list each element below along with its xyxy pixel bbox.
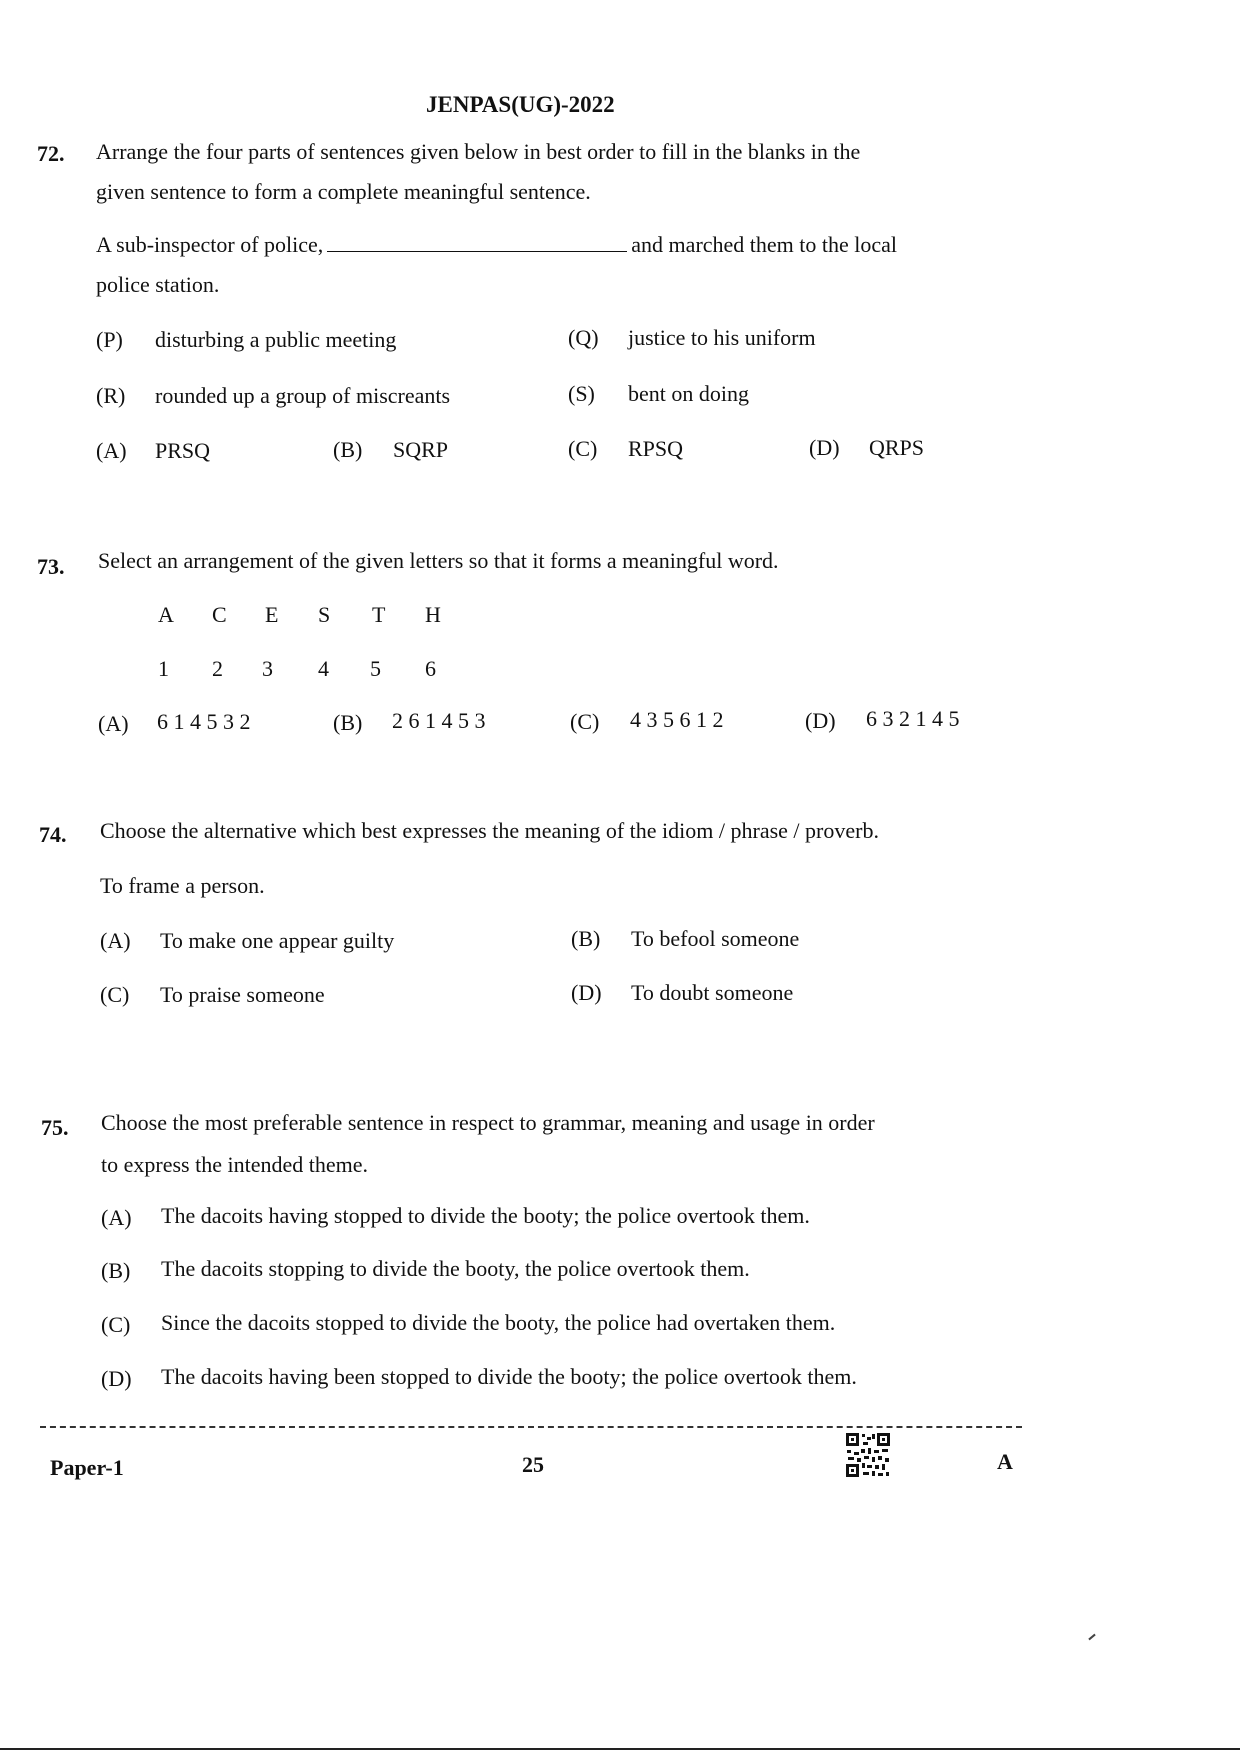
option-text: To befool someone bbox=[631, 926, 800, 951]
question-text: to express the intended theme. bbox=[101, 1152, 368, 1177]
letter-index: 1 bbox=[158, 656, 169, 681]
option-text: To praise someone bbox=[160, 982, 325, 1007]
pen-mark bbox=[1088, 1634, 1095, 1641]
option-text: 6 1 4 5 3 2 bbox=[157, 709, 251, 734]
option-text: The dacoits having stopped to divide the booty; the police overtook them. bbox=[161, 1203, 810, 1228]
option-text: 6 3 2 1 4 5 bbox=[866, 706, 960, 731]
option-text: To doubt someone bbox=[631, 980, 794, 1005]
question-number: 73. bbox=[37, 554, 65, 579]
option-text: The dacoits having been stopped to divide the booty; the police overtook them. bbox=[161, 1364, 857, 1389]
question-text: Arrange the four parts of sentences given below in best order to fill in the blanks in the bbox=[96, 139, 861, 164]
option-label: (D) bbox=[571, 980, 602, 1005]
option-label: (B) bbox=[333, 710, 363, 735]
option-label: (C) bbox=[568, 436, 598, 461]
option-text: RPSQ bbox=[628, 436, 684, 461]
question-text: Select an arrangement of the given letters so that it forms a meaningful word. bbox=[98, 548, 779, 573]
option-text: 2 6 1 4 5 3 bbox=[392, 708, 486, 733]
paper-label: Paper-1 bbox=[50, 1455, 124, 1480]
option-text: The dacoits stopping to divide the booty, the police overtook them. bbox=[161, 1256, 750, 1281]
option-label: (B) bbox=[333, 437, 363, 462]
letter-index: 2 bbox=[212, 656, 223, 681]
option-text: 4 3 5 6 1 2 bbox=[630, 707, 724, 732]
fill-blank bbox=[327, 233, 627, 252]
option-text: PRSQ bbox=[155, 438, 211, 463]
option-label: (A) bbox=[100, 928, 131, 953]
question-text: Choose the alternative which best expresses the meaning of the idiom / phrase / proverb. bbox=[100, 818, 879, 843]
option-label: (C) bbox=[101, 1312, 131, 1337]
qr-code-icon bbox=[845, 1432, 891, 1478]
option-label: (A) bbox=[101, 1205, 132, 1230]
part-text: justice to his uniform bbox=[628, 325, 816, 350]
option-text: To make one appear guilty bbox=[160, 928, 395, 953]
sentence-start: A sub-inspector of police, bbox=[96, 232, 324, 257]
part-text: disturbing a public meeting bbox=[155, 327, 397, 352]
option-label: (D) bbox=[805, 708, 836, 733]
question-number: 72. bbox=[37, 141, 65, 166]
part-text: rounded up a group of miscreants bbox=[155, 383, 451, 408]
footer-divider bbox=[40, 1426, 1022, 1428]
letter: E bbox=[265, 602, 279, 627]
set-code: A bbox=[997, 1449, 1013, 1474]
question-text: given sentence to form a complete meaningful sentence. bbox=[96, 179, 591, 204]
option-text: Since the dacoits stopped to divide the booty, the police had overtaken them. bbox=[161, 1310, 836, 1335]
question-sentence bbox=[96, 232, 897, 258]
page-bottom-edge bbox=[0, 1748, 1240, 1750]
option-label: (A) bbox=[98, 711, 129, 736]
letter-index: 6 bbox=[425, 656, 436, 681]
option-label: (C) bbox=[570, 709, 600, 734]
letter: A bbox=[158, 602, 174, 627]
option-label: (C) bbox=[100, 982, 130, 1007]
letter: H bbox=[425, 602, 441, 627]
option-label: (B) bbox=[571, 926, 601, 951]
part-text: bent on doing bbox=[628, 381, 749, 406]
letter: C bbox=[212, 602, 227, 627]
option-text: SQRP bbox=[393, 437, 449, 462]
option-label: (D) bbox=[101, 1366, 132, 1391]
sentence-end: and marched them to the local bbox=[631, 232, 898, 257]
letter-index: 3 bbox=[262, 656, 273, 681]
part-label: (S) bbox=[568, 381, 595, 406]
option-label: (B) bbox=[101, 1258, 131, 1283]
part-label: (R) bbox=[96, 383, 126, 408]
letter-index: 5 bbox=[370, 656, 381, 681]
letter-index: 4 bbox=[318, 656, 329, 681]
page-number: 25 bbox=[522, 1452, 544, 1477]
option-text: QRPS bbox=[869, 435, 925, 460]
question-sentence: police station. bbox=[96, 272, 220, 297]
question-number: 74. bbox=[39, 822, 67, 847]
option-label: (D) bbox=[809, 435, 840, 460]
part-label: (P) bbox=[96, 327, 123, 352]
question-text: Choose the most preferable sentence in respect to grammar, meaning and usage in order bbox=[101, 1110, 875, 1135]
exam-title: JENPAS(UG)-2022 bbox=[426, 92, 615, 117]
idiom-phrase: To frame a person. bbox=[100, 873, 265, 898]
option-label: (A) bbox=[96, 438, 127, 463]
letter: T bbox=[372, 602, 386, 627]
question-number: 75. bbox=[41, 1115, 69, 1140]
letter: S bbox=[318, 602, 331, 627]
part-label: (Q) bbox=[568, 325, 599, 350]
